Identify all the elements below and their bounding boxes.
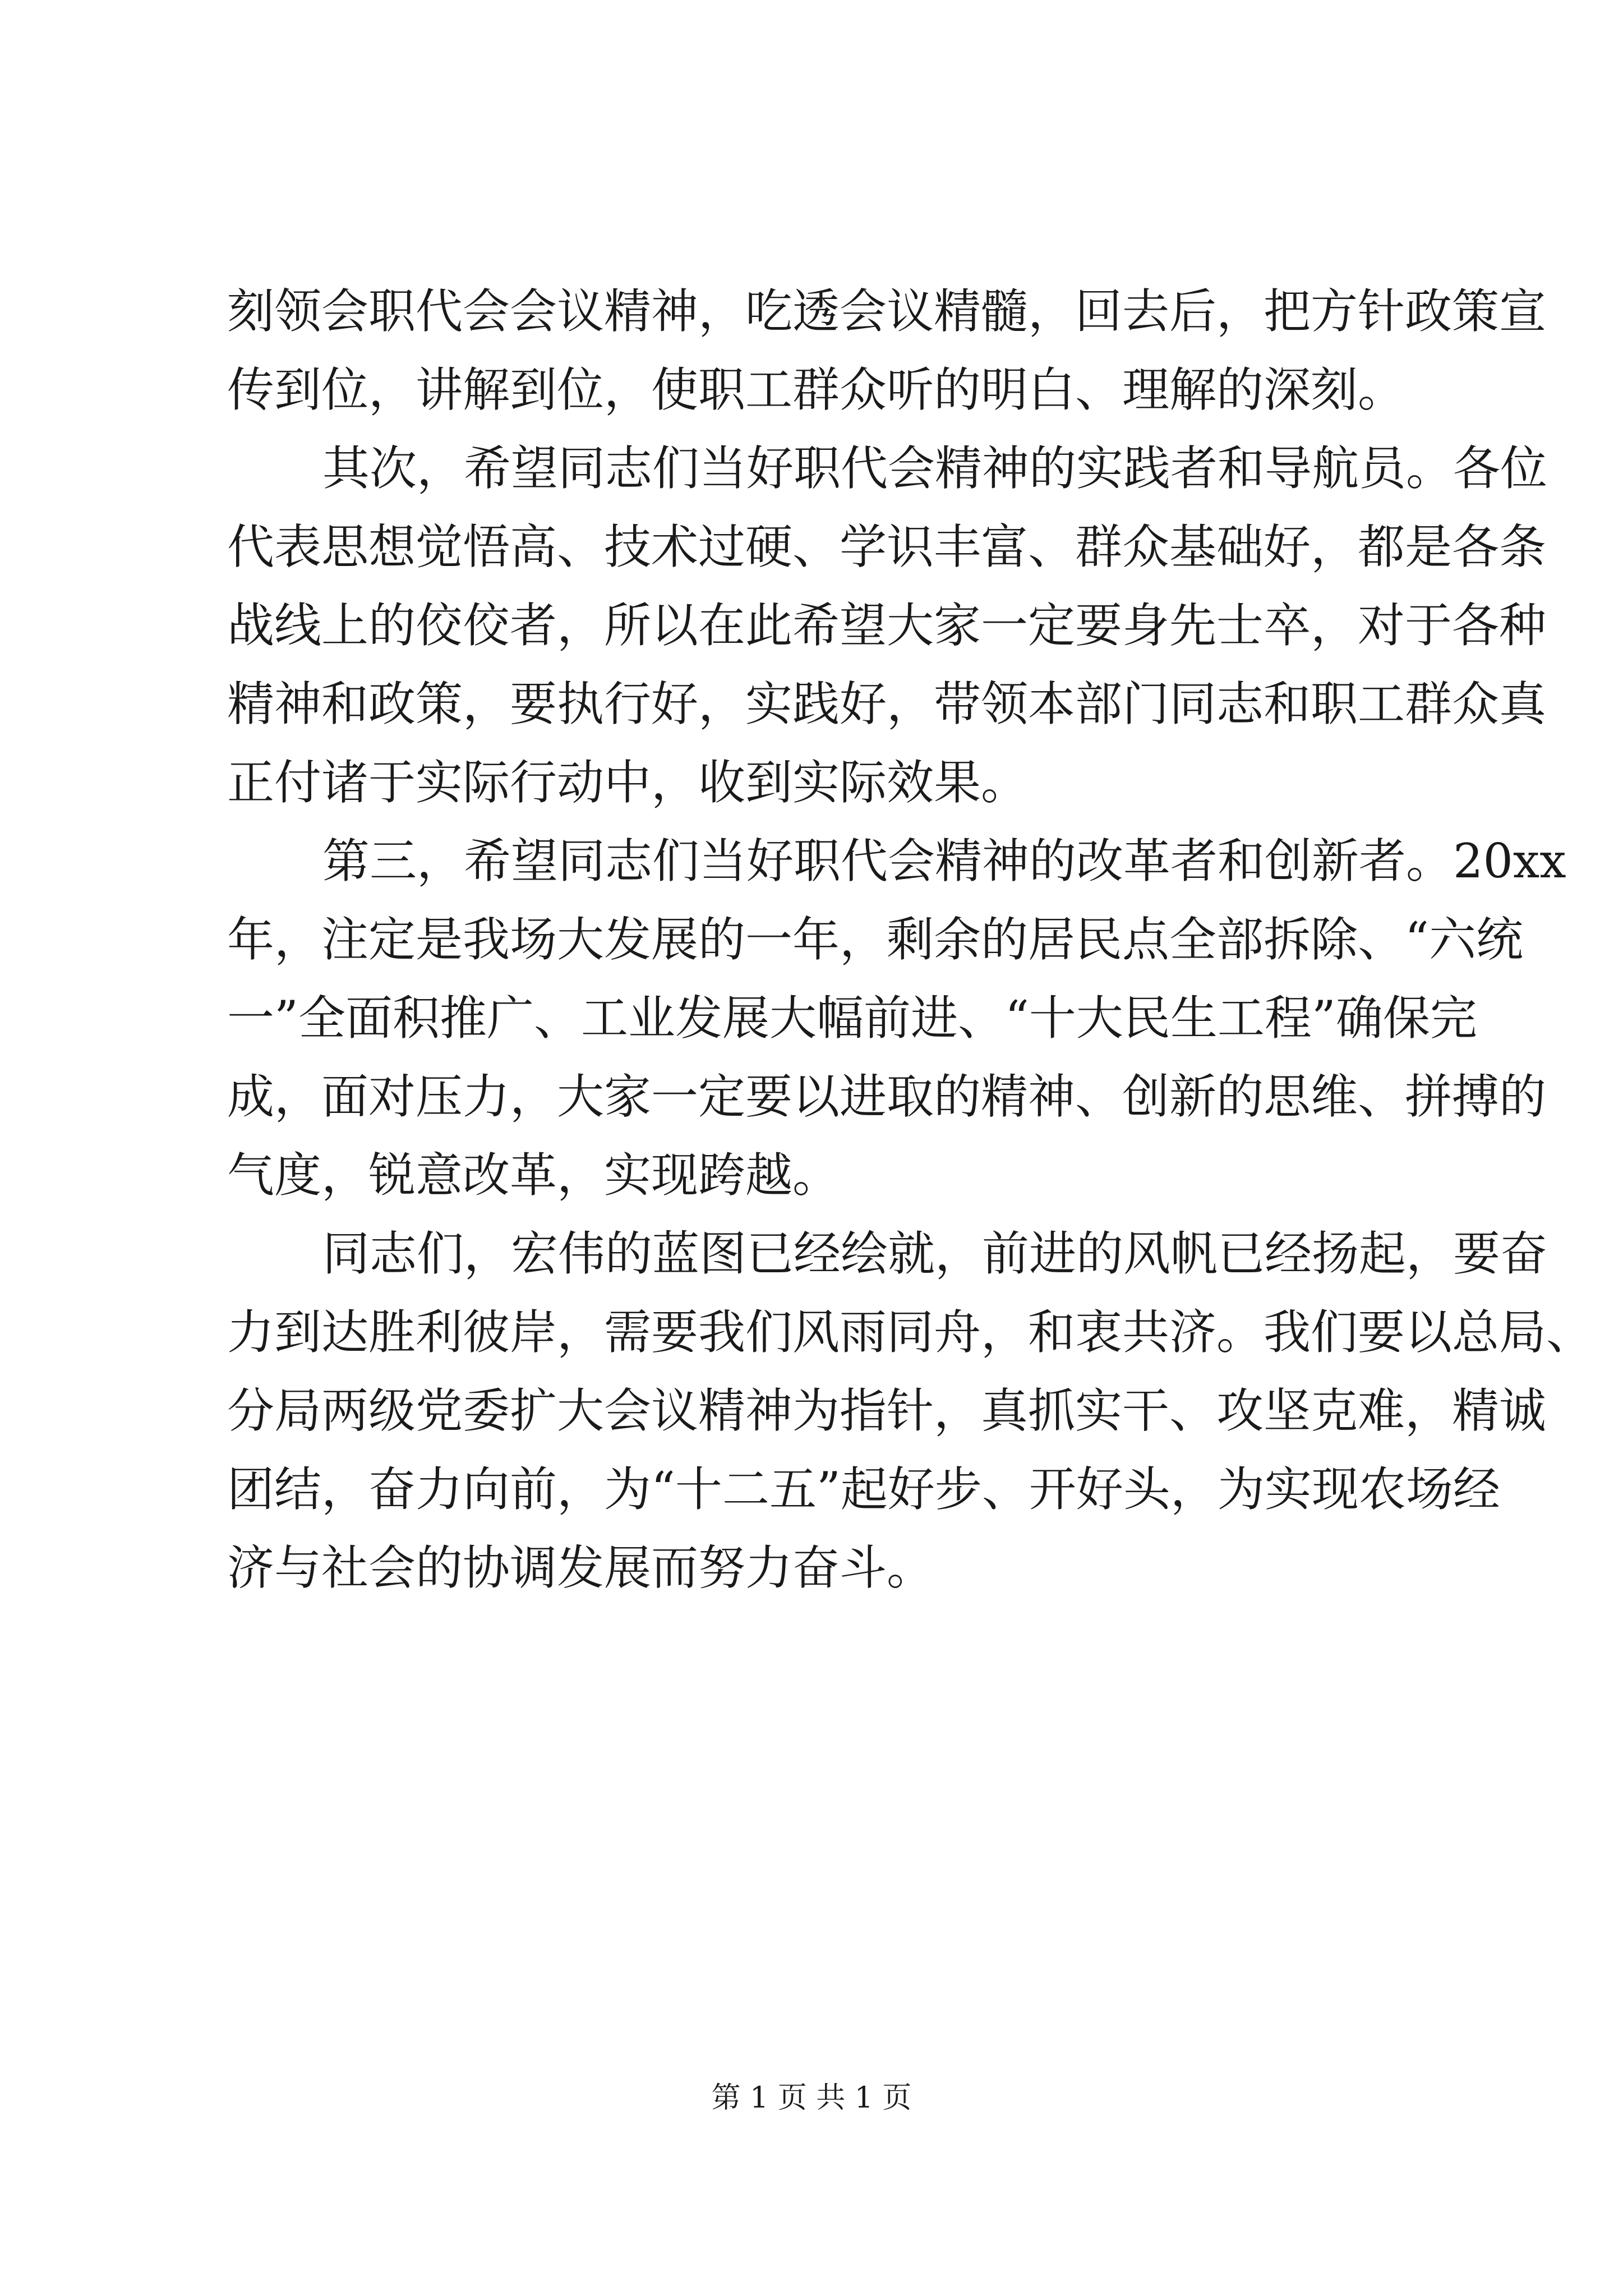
paragraph-line: 刻领会职代会会议精神，吃透会议精髓，回去后，把方针政策宣 (227, 284, 1547, 339)
paragraph-line: 一”全面积推广、工业发展大幅前进、“十大民生工程”确保完 (227, 991, 1477, 1046)
paragraph-line: 成，面对压力，大家一定要以进取的精神、创新的思维、拼搏的 (227, 1069, 1547, 1124)
paragraph (227, 1214, 1594, 1607)
paragraph (227, 272, 1547, 429)
paragraph-line: 战线上的佼佼者，所以在此希望大家一定要身先士卒，对于各种 (227, 598, 1547, 653)
paragraph-line: 年，注定是我场大发展的一年，剩余的居民点全部拆除、“六统 (227, 912, 1523, 967)
paragraph-line: 力到达胜利彼岸，需要我们风雨同舟，和衷共济。我们要以总局、 (227, 1305, 1594, 1360)
paragraph-line: 第三，希望同志们当好职代会精神的改革者和创新者。20xx (322, 834, 1566, 889)
paragraph-line: 气度，锐意改革，实现跨越。 (227, 1148, 840, 1203)
page-footer: 第 1 页 共 1 页 (711, 2081, 912, 2115)
document-body (227, 272, 1594, 1607)
paragraph-line: 正付诸于实际行动中，收到实际效果。 (227, 755, 1029, 810)
paragraph-line: 精神和政策，要执行好，实践好，带领本部门同志和职工群众真 (227, 677, 1547, 731)
paragraph (227, 822, 1566, 1214)
paragraph-line: 传到位，讲解到位，使职工群众听的明白、理解的深刻。 (227, 362, 1405, 417)
paragraph (227, 429, 1548, 822)
paragraph-line: 团结，奋力向前，为“十二五”起好步、开好头，为实现农场经 (227, 1462, 1500, 1517)
paragraph-line: 济与社会的协调发展而努力奋斗。 (227, 1540, 934, 1595)
paragraph-line: 分局两级党委扩大会议精神为指针，真抓实干、攻坚克难，精诚 (227, 1383, 1547, 1438)
paragraph-line: 代表思想觉悟高、技术过硬、学识丰富、群众基础好，都是各条 (227, 519, 1547, 574)
paragraph-line: 其次，希望同志们当好职代会精神的实践者和导航员。各位 (322, 441, 1548, 496)
paragraph-line: 同志们，宏伟的蓝图已经绘就，前进的风帆已经扬起，要奋 (322, 1226, 1548, 1281)
